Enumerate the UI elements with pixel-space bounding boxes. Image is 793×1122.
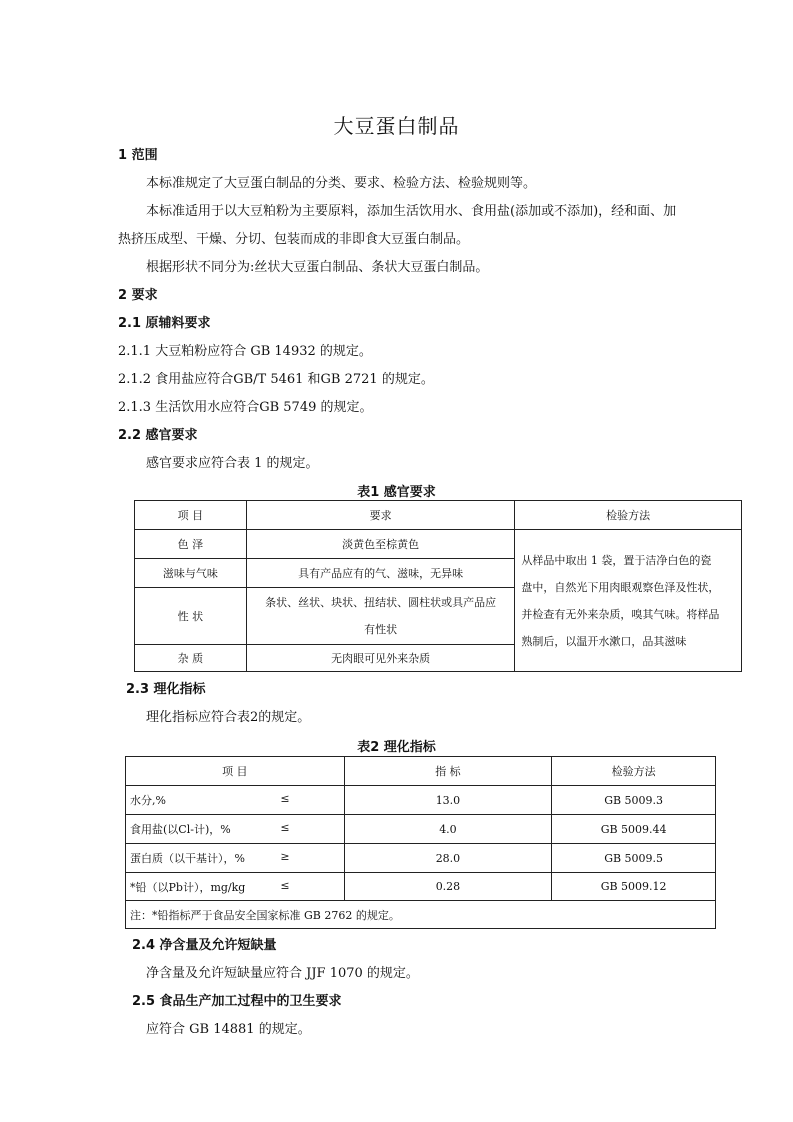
table-2-caption: 表2 理化指标 bbox=[357, 740, 436, 755]
table-cell-item: 滋味与气味 bbox=[135, 559, 247, 588]
section-2-2-text: 感官要求应符合表 1 的规定。 bbox=[146, 456, 319, 471]
section-2-5-text: 应符合 GB 14881 的规定。 bbox=[146, 1022, 311, 1037]
table-cell-requirement: 具有产品应有的气、滋味，无异味 bbox=[246, 559, 515, 588]
table-2-note: 注：*铅指标严于食品安全国家标准 GB 2762 的规定。 bbox=[126, 901, 716, 929]
table-cell-method: GB 5009.12 bbox=[552, 873, 716, 901]
table-cell-requirement: 淡黄色至棕黄色 bbox=[246, 530, 515, 559]
item-label: 食用盐(以Cl-计)，% bbox=[130, 823, 231, 836]
table-1-header-item: 项 目 bbox=[135, 501, 247, 530]
table-row bbox=[126, 815, 716, 844]
table-cell-item bbox=[126, 844, 345, 873]
section-2-4-heading: 2.4 净含量及允许短缺量 bbox=[132, 938, 277, 953]
section-1-paragraph-1: 本标准规定了大豆蛋白制品的分类、要求、检验方法、检验规则等。 bbox=[146, 176, 537, 191]
section-2-5-heading: 2.5 食品生产加工过程中的卫生要求 bbox=[132, 994, 342, 1009]
comparison-symbol: ≤ bbox=[280, 792, 290, 805]
table-row bbox=[126, 873, 716, 901]
table-cell-value: 28.0 bbox=[344, 844, 552, 873]
section-1-paragraph-3: 根据形状不同分为:丝状大豆蛋白制品、条状大豆蛋白制品。 bbox=[146, 260, 489, 275]
section-2-heading: 2 要求 bbox=[118, 288, 158, 303]
table-1-method-cell bbox=[515, 530, 742, 672]
table-1-header-requirement: 要求 bbox=[246, 501, 515, 530]
table-cell-item bbox=[126, 873, 345, 901]
section-1-paragraph-2a: 本标准适用于以大豆粕粉为主要原料，添加生活饮用水、食用盐(添加或不添加)，经和面、加 bbox=[146, 204, 677, 219]
table-2-header-item: 项 目 bbox=[126, 757, 345, 786]
comparison-symbol: ≥ bbox=[280, 850, 290, 863]
item-label: *铅（以Pb计），mg/kg bbox=[130, 880, 246, 894]
table-cell-item: 性 状 bbox=[135, 588, 247, 645]
requirement-line: 有性状 bbox=[364, 623, 398, 636]
section-2-4-text: 净含量及允许短缺量应符合 JJF 1070 的规定。 bbox=[146, 966, 419, 981]
table-cell-value: 13.0 bbox=[344, 786, 552, 815]
comparison-symbol: ≤ bbox=[280, 821, 290, 834]
table-1-caption: 表1 感官要求 bbox=[357, 485, 436, 500]
section-2-1-3: 2.1.3 生活饮用水应符合GB 5749 的规定。 bbox=[118, 400, 373, 415]
table-cell-value: 0.28 bbox=[344, 873, 552, 901]
method-line: 并检查有无外来杂质，嗅其气味。将样品 bbox=[521, 607, 720, 621]
requirement-line: 条状、丝状、块状、扭结状、圆柱状或具产品应 bbox=[265, 596, 497, 609]
table-1-header-method: 检验方法 bbox=[515, 501, 742, 530]
table-cell-value: 4.0 bbox=[344, 815, 552, 844]
document-title: 大豆蛋白制品 bbox=[333, 114, 460, 138]
table-cell-requirement: 无肉眼可见外来杂质 bbox=[246, 645, 515, 672]
table-cell-item bbox=[126, 786, 345, 815]
method-line: 熟制后，以温开水漱口，品其滋味 bbox=[521, 634, 687, 648]
table-2-header-method: 检验方法 bbox=[552, 757, 716, 786]
table-2-header-row bbox=[126, 757, 716, 786]
section-1-paragraph-2b: 热挤压成型、干燥、分切、包装而成的非即食大豆蛋白制品。 bbox=[118, 232, 470, 247]
method-line: 盘中，自然光下用肉眼观察色泽及性状， bbox=[521, 580, 720, 594]
section-1-heading: 1 范围 bbox=[118, 148, 158, 163]
section-2-1-1: 2.1.1 大豆粕粉应符合 GB 14932 的规定。 bbox=[118, 344, 372, 359]
section-2-3-text: 理化指标应符合表2的规定。 bbox=[146, 710, 311, 725]
section-2-1-2: 2.1.2 食用盐应符合GB/T 5461 和GB 2721 的规定。 bbox=[118, 372, 434, 387]
table-2-note-row bbox=[126, 901, 716, 929]
table-1 bbox=[134, 500, 742, 672]
method-line: 从样品中取出 1 袋，置于洁净白色的瓷 bbox=[521, 553, 712, 567]
table-cell-item bbox=[126, 815, 345, 844]
section-2-1-heading: 2.1 原辅料要求 bbox=[118, 316, 211, 331]
table-cell-requirement bbox=[246, 588, 515, 645]
table-cell-method: GB 5009.44 bbox=[552, 815, 716, 844]
section-2-2-heading: 2.2 感官要求 bbox=[118, 428, 198, 443]
item-label: 水分,% bbox=[130, 794, 166, 807]
table-cell-method: GB 5009.3 bbox=[552, 786, 716, 815]
table-row bbox=[135, 530, 742, 559]
table-row bbox=[126, 786, 716, 815]
table-cell-method: GB 5009.5 bbox=[552, 844, 716, 873]
item-label: 蛋白质（以干基计），% bbox=[130, 852, 245, 865]
table-cell-item: 杂 质 bbox=[135, 645, 247, 672]
table-row bbox=[126, 844, 716, 873]
table-1-header-row bbox=[135, 501, 742, 530]
table-2 bbox=[125, 756, 716, 929]
table-2-header-value: 指 标 bbox=[344, 757, 552, 786]
table-cell-item: 色 泽 bbox=[135, 530, 247, 559]
comparison-symbol: ≤ bbox=[280, 878, 290, 892]
section-2-3-heading: 2.3 理化指标 bbox=[126, 682, 206, 697]
